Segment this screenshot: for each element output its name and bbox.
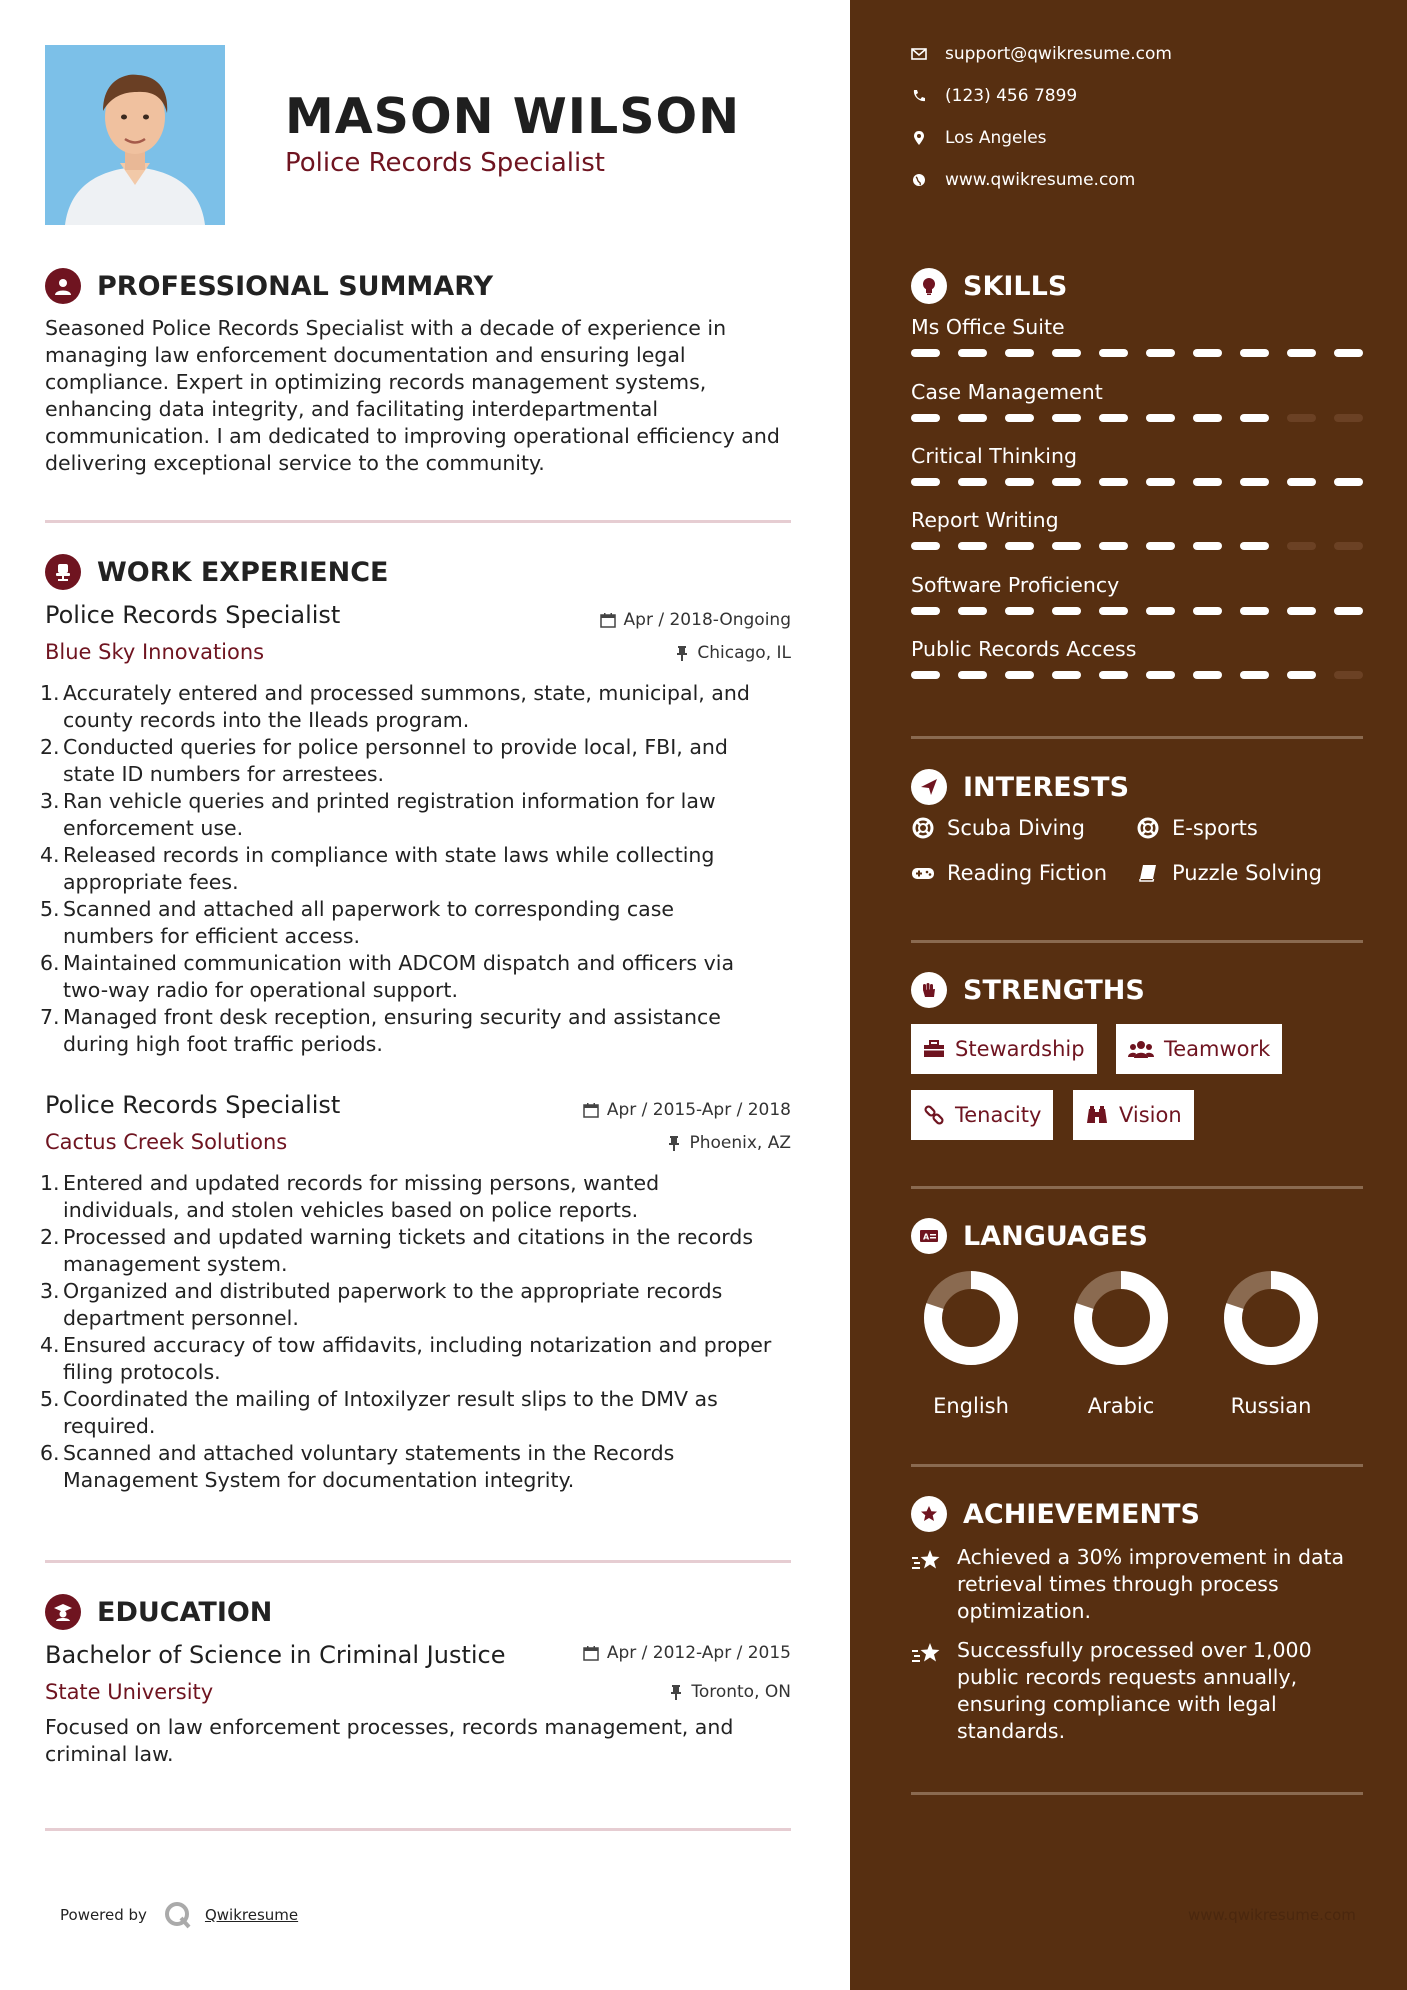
- skill-row: [911, 637, 1363, 679]
- skill-name: Critical Thinking: [911, 444, 1077, 468]
- skill-dash: [1193, 478, 1222, 486]
- book-icon: [1136, 863, 1160, 883]
- job-duties-list: [40, 680, 800, 1058]
- achievement-line: ensuring compliance with legal: [957, 1692, 1277, 1716]
- skill-dash: [1287, 349, 1316, 357]
- skill-dash: [1146, 414, 1175, 422]
- strength-label: Vision: [1119, 1103, 1182, 1127]
- education-location-text: Toronto, ON: [691, 1682, 791, 1702]
- skill-name: Ms Office Suite: [911, 315, 1065, 339]
- skills-heading: [911, 268, 1067, 304]
- duty-line: management system.: [63, 1252, 288, 1276]
- list-item: 2. Processed and updated warning tickets and citations in the records management system.: [40, 1225, 753, 1276]
- skill-dash: [1287, 607, 1316, 615]
- achievement-item: [911, 1637, 1371, 1745]
- duty-line: filing protocols.: [63, 1360, 221, 1384]
- work-heading: [45, 554, 388, 590]
- duty-line: county records into the Ileads program.: [63, 708, 470, 732]
- sidebar: [850, 0, 1407, 1990]
- qwikresume-logo-icon: [163, 1900, 193, 1930]
- skill-dash: [1146, 542, 1175, 550]
- website-text[interactable]: www.qwikresume.com: [945, 170, 1136, 190]
- footer: [60, 1900, 298, 1930]
- location-text: Los Angeles: [945, 128, 1047, 148]
- language-name: Russian: [1230, 1394, 1312, 1418]
- skill-dash: [911, 414, 940, 422]
- achievement-line: optimization.: [957, 1599, 1092, 1623]
- skill-dash: [1146, 671, 1175, 679]
- duty-line: appropriate fees.: [63, 870, 239, 894]
- divider: [45, 1828, 791, 1831]
- achievement-line: retrieval times through process: [957, 1572, 1279, 1596]
- achievement-line: standards.: [957, 1719, 1066, 1743]
- skill-level-bar: [911, 542, 1363, 550]
- skill-dash: [1146, 349, 1175, 357]
- list-item: 5. Coordinated the mailing of Intoxilyzer result slips to the DMV as required.: [40, 1387, 718, 1438]
- degree-title: Bachelor of Science in Criminal Justice: [45, 1641, 506, 1669]
- paper-plane-icon: [911, 769, 947, 805]
- list-item: 6. Maintained communication with ADCOM dispatch and officers via two-way radio for operational support.: [40, 951, 735, 1002]
- skill-dash: [1005, 414, 1034, 422]
- language-name: English: [933, 1394, 1009, 1418]
- skill-dash: [1052, 542, 1081, 550]
- skill-dash: [1193, 671, 1222, 679]
- divider: [45, 1560, 791, 1563]
- divider: [911, 1186, 1363, 1189]
- strength-chip: [1116, 1024, 1282, 1074]
- duty-line: Scanned and attached all paperwork to corresponding case: [63, 897, 675, 921]
- list-item: 1. Entered and updated records for missing persons, wanted individuals, and stolen vehicles based on police reports.: [40, 1171, 660, 1222]
- duty-line: Accurately entered and processed summons, state, municipal, and: [63, 681, 750, 705]
- achievement-text: [957, 1637, 1312, 1745]
- skill-dash: [958, 542, 987, 550]
- contact-email: [911, 44, 1172, 64]
- skill-dash: [1240, 349, 1269, 357]
- footer-url: www.qwikresume.com: [1188, 1906, 1356, 1924]
- list-item: 4. Ensured accuracy of tow affidavits, including notarization and proper filing protocols.: [40, 1333, 772, 1384]
- school-name: State University: [45, 1680, 214, 1704]
- list-item: 3. Ran vehicle queries and printed registration information for law enforcement use.: [40, 789, 716, 840]
- achievement-text: [957, 1544, 1344, 1625]
- strength-chip: [1073, 1090, 1194, 1140]
- interests-title: INTERESTS: [963, 771, 1130, 803]
- duty-line: required.: [63, 1414, 156, 1438]
- interest-label: E-sports: [1172, 816, 1258, 840]
- duty-line: department personnel.: [63, 1306, 299, 1330]
- skill-dash: [958, 349, 987, 357]
- skill-row: [911, 315, 1363, 357]
- duty-line: enforcement use.: [63, 816, 244, 840]
- strengths-heading: [911, 972, 1145, 1008]
- contact-website: [911, 170, 1135, 190]
- list-item: 2. Conducted queries for police personnel to provide local, FBI, and state ID numbers for arrestees.: [40, 735, 728, 786]
- skills-title: SKILLS: [963, 270, 1068, 302]
- list-item: 3. Organized and distributed paperwork to the appropriate records department personnel.: [40, 1279, 723, 1330]
- list-item: 7. Managed front desk reception, ensuring security and assistance during high foot traffic periods.: [40, 1005, 721, 1056]
- skill-dash: [1240, 607, 1269, 615]
- job-title: Police Records Specialist: [45, 601, 341, 629]
- job-location: [675, 643, 791, 663]
- skill-dash: [1240, 542, 1269, 550]
- skill-row: [911, 444, 1363, 486]
- skill-dash: [1005, 671, 1034, 679]
- lifebuoy-icon: [911, 817, 935, 839]
- duty-line: Conducted queries for police personnel to provide local, FBI, and: [63, 735, 728, 759]
- skill-dash: [1193, 349, 1222, 357]
- skill-name: Case Management: [911, 380, 1103, 404]
- phone-text: (123) 456 7899: [945, 86, 1078, 106]
- skill-dash: [1334, 607, 1363, 615]
- skill-dash: [1287, 478, 1316, 486]
- skill-level-bar: [911, 349, 1363, 357]
- strength-chip: [911, 1090, 1053, 1140]
- translate-icon: [911, 1218, 947, 1254]
- divider: [911, 1464, 1363, 1467]
- skill-dash: [958, 607, 987, 615]
- globe-icon: [911, 173, 927, 187]
- interest-label: Reading Fiction: [947, 861, 1108, 885]
- duty-line: Management System for documentation integrity.: [63, 1468, 575, 1492]
- pin-icon: [675, 645, 689, 661]
- shooting-star-icon: [911, 1637, 945, 1745]
- duty-line: Ran vehicle queries and printed registration information for law: [63, 789, 716, 813]
- language-ring: [1071, 1268, 1171, 1368]
- skill-name: Software Proficiency: [911, 573, 1120, 597]
- job-dates: [600, 610, 791, 630]
- skill-dash: [1052, 349, 1081, 357]
- skill-dash: [911, 607, 940, 615]
- duty-line: during high foot traffic periods.: [63, 1032, 383, 1056]
- strength-chip: [911, 1024, 1097, 1074]
- duty-line: Entered and updated records for missing persons, wanted: [63, 1171, 660, 1195]
- divider: [45, 520, 791, 523]
- skill-dash: [1099, 414, 1128, 422]
- education-text: Focused on law enforcement processes, records management, and criminal law.: [45, 1715, 734, 1766]
- users-icon: [1128, 1040, 1154, 1058]
- summary-title: PROFESSIONAL SUMMARY: [97, 270, 494, 302]
- skill-dash: [1334, 542, 1363, 550]
- skill-dash: [958, 671, 987, 679]
- map-marker-icon: [911, 130, 927, 146]
- powered-by-label: Powered by: [60, 1906, 147, 1924]
- skill-dash: [1287, 414, 1316, 422]
- duty-line: state ID numbers for arrestees.: [63, 762, 385, 786]
- fist-icon: [911, 972, 947, 1008]
- divider: [911, 736, 1363, 739]
- duty-line: individuals, and stolen vehicles based on police reports.: [63, 1198, 639, 1222]
- list-item: 5. Scanned and attached all paperwork to corresponding case numbers for efficient access.: [40, 897, 675, 948]
- list-item: 4. Released records in compliance with state laws while collecting appropriate fees.: [40, 843, 715, 894]
- user-icon: [45, 268, 81, 304]
- profile-photo: [45, 45, 225, 225]
- skill-dash: [1334, 671, 1363, 679]
- chair-icon: [45, 554, 81, 590]
- skill-dash: [1287, 671, 1316, 679]
- achievements-title: ACHIEVEMENTS: [963, 1498, 1200, 1530]
- language-ring: [921, 1268, 1021, 1368]
- skill-level-bar: [911, 607, 1363, 615]
- skill-dash: [1052, 414, 1081, 422]
- job-dates: [583, 1100, 791, 1120]
- brand-link[interactable]: Qwikresume: [204, 1906, 299, 1924]
- skill-row: [911, 380, 1363, 422]
- skill-dash: [911, 349, 940, 357]
- achievement-line: Successfully processed over 1,000: [957, 1638, 1312, 1662]
- skill-dash: [1005, 349, 1034, 357]
- skill-name: Public Records Access: [911, 637, 1137, 661]
- skill-dash: [1146, 478, 1175, 486]
- skill-dash: [1005, 478, 1034, 486]
- contact-location: [911, 128, 1047, 148]
- skill-dash: [1193, 542, 1222, 550]
- skill-dash: [1052, 671, 1081, 679]
- star-badge-icon: [911, 1496, 947, 1532]
- email-text[interactable]: support@qwikresume.com: [945, 44, 1172, 64]
- education-dates: [583, 1643, 791, 1663]
- company-name: Blue Sky Innovations: [45, 640, 265, 664]
- summary-text: Seasoned Police Records Specialist with a decade of experience in managing law enforcement documentation and ensuring legal compliance. Expert in optimizing records management systems, enhancing data integrity, and facilitating interdepartmental communication. I am dedicated to improving operational efficiency and delivering exceptional service to the community.: [45, 316, 780, 475]
- candidate-title: Police Records Specialist: [285, 148, 605, 178]
- duty-line: Coordinated the mailing of Intoxilyzer result slips to the DMV as: [63, 1387, 718, 1411]
- work-title: WORK EXPERIENCE: [97, 556, 389, 588]
- duty-line: Scanned and attached voluntary statements in the Records: [63, 1441, 675, 1465]
- interest-item: [911, 816, 1085, 840]
- education-location: [669, 1682, 791, 1702]
- contact-phone: [911, 86, 1077, 106]
- interest-item: [1136, 816, 1258, 840]
- skill-dash: [1334, 478, 1363, 486]
- calendar-icon: [583, 1102, 599, 1118]
- interest-label: Scuba Diving: [947, 816, 1085, 840]
- job-location-text: Chicago, IL: [697, 643, 791, 663]
- skill-dash: [1099, 607, 1128, 615]
- achievement-line: Achieved a 30% improvement in data: [957, 1545, 1345, 1569]
- interest-item: [911, 861, 1107, 885]
- skill-row: [911, 573, 1363, 615]
- language-item: [1061, 1268, 1181, 1418]
- languages-title: LANGUAGES: [963, 1220, 1148, 1252]
- job-location: [667, 1133, 791, 1153]
- gamepad-icon: [911, 865, 935, 881]
- skill-dash: [1146, 607, 1175, 615]
- skill-dash: [1240, 671, 1269, 679]
- achievements-heading: [911, 1496, 1200, 1532]
- strength-label: Teamwork: [1164, 1037, 1271, 1061]
- list-item: 6. Scanned and attached voluntary statements in the Records Management System for documentation integrity.: [40, 1441, 675, 1492]
- svg-text:A: A: [923, 1232, 930, 1242]
- divider: [911, 1792, 1363, 1795]
- binoculars-icon: [1085, 1105, 1109, 1125]
- skill-level-bar: [911, 671, 1363, 679]
- duty-line: two-way radio for operational support.: [63, 978, 458, 1002]
- skill-dash: [1334, 349, 1363, 357]
- duty-line: Ensured accuracy of tow affidavits, including notarization and proper: [63, 1333, 772, 1357]
- skill-dash: [958, 478, 987, 486]
- duty-line: numbers for efficient access.: [63, 924, 361, 948]
- person-photo-icon: [45, 45, 225, 225]
- duty-line: Maintained communication with ADCOM dispatch and officers via: [63, 951, 735, 975]
- skill-dash: [1193, 607, 1222, 615]
- skill-dash: [1287, 542, 1316, 550]
- pin-icon: [667, 1135, 681, 1151]
- languages-heading: [911, 1218, 1148, 1254]
- skill-level-bar: [911, 414, 1363, 422]
- language-name: Arabic: [1087, 1394, 1155, 1418]
- skill-dash: [911, 478, 940, 486]
- duty-line: Organized and distributed paperwork to the appropriate records: [63, 1279, 723, 1303]
- skill-dash: [1052, 478, 1081, 486]
- achievement-item: [911, 1544, 1371, 1625]
- skill-level-bar: [911, 478, 1363, 486]
- skill-dash: [1099, 349, 1128, 357]
- calendar-icon: [583, 1645, 599, 1661]
- link-icon: [923, 1104, 945, 1126]
- duty-line: Released records in compliance with state laws while collecting: [63, 843, 715, 867]
- skill-dash: [1099, 671, 1128, 679]
- skill-dash: [958, 414, 987, 422]
- strength-label: Tenacity: [955, 1103, 1042, 1127]
- skill-row: [911, 508, 1363, 550]
- calendar-icon: [600, 612, 616, 628]
- skill-dash: [1099, 542, 1128, 550]
- company-name: Cactus Creek Solutions: [45, 1130, 288, 1154]
- skill-dash: [911, 671, 940, 679]
- briefcase-icon: [923, 1040, 945, 1058]
- envelope-icon: [911, 48, 927, 60]
- strengths-title: STRENGTHS: [963, 974, 1145, 1006]
- skill-dash: [1005, 607, 1034, 615]
- education-heading: [45, 1594, 272, 1630]
- list-item: 1. Accurately entered and processed summons, state, municipal, and county records into the Ileads program.: [40, 681, 750, 732]
- language-item: [911, 1268, 1031, 1418]
- job-dates-text: Apr / 2015-Apr / 2018: [606, 1100, 791, 1120]
- lifebuoy-icon: [1136, 817, 1160, 839]
- interests-heading: [911, 769, 1129, 805]
- duty-line: Processed and updated warning tickets and citations in the records: [63, 1225, 753, 1249]
- candidate-name: MASON WILSON: [285, 88, 741, 145]
- skill-dash: [1005, 542, 1034, 550]
- lightbulb-icon: [911, 268, 947, 304]
- interest-label: Puzzle Solving: [1172, 861, 1322, 885]
- pin-icon: [669, 1684, 683, 1700]
- education-title: EDUCATION: [97, 1596, 273, 1628]
- language-item: [1211, 1268, 1331, 1418]
- education-dates-text: Apr / 2012-Apr / 2015: [606, 1643, 791, 1663]
- skill-dash: [911, 542, 940, 550]
- summary-heading: [45, 268, 493, 304]
- skill-dash: [1240, 414, 1269, 422]
- shooting-star-icon: [911, 1544, 945, 1625]
- achievement-line: public records requests annually,: [957, 1665, 1298, 1689]
- job-title: Police Records Specialist: [45, 1091, 341, 1119]
- skill-dash: [1193, 414, 1222, 422]
- skill-dash: [1099, 478, 1128, 486]
- phone-icon: [911, 89, 927, 103]
- duty-line: Managed front desk reception, ensuring security and assistance: [63, 1005, 721, 1029]
- skill-name: Report Writing: [911, 508, 1059, 532]
- graduate-icon: [45, 1594, 81, 1630]
- strength-label: Stewardship: [955, 1037, 1085, 1061]
- language-ring: [1221, 1268, 1321, 1368]
- interest-item: [1136, 861, 1322, 885]
- skill-dash: [1052, 607, 1081, 615]
- job-duties-list: [40, 1170, 800, 1494]
- divider: [911, 940, 1363, 943]
- job-location-text: Phoenix, AZ: [689, 1133, 791, 1153]
- skill-dash: [1334, 414, 1363, 422]
- job-dates-text: Apr / 2018-Ongoing: [623, 610, 791, 630]
- skill-dash: [1240, 478, 1269, 486]
